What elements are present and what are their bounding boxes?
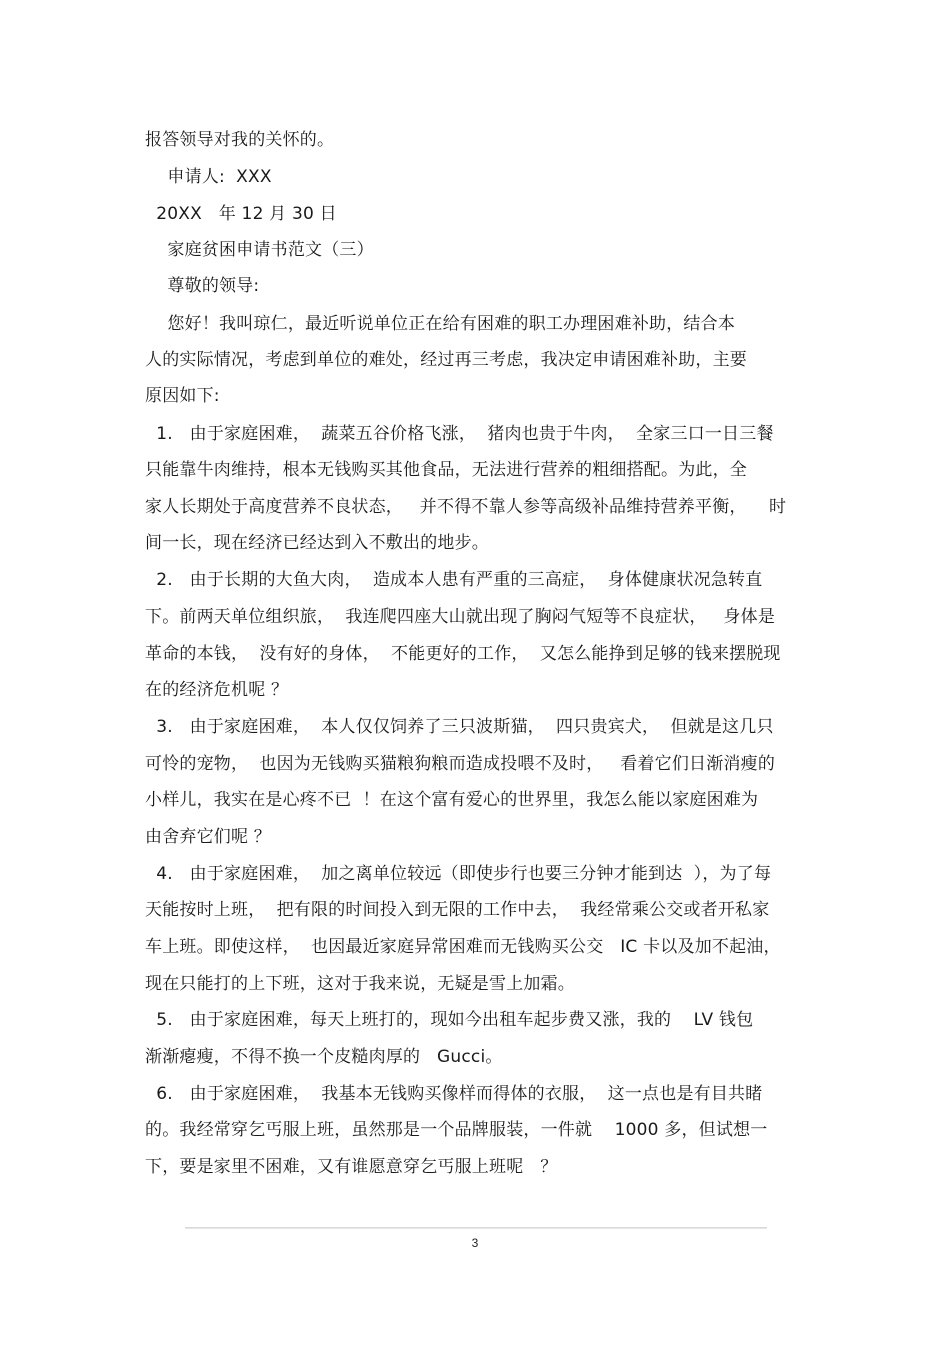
- text-line-22: 天能按时上班， 把有限的时间投入到无限的工作中去， 我经常乘公交或者开私家: [145, 900, 770, 920]
- text-line-18: 可怜的宠物， 也因为无钱购买猫粮狗粮而造成投喂不及时， 看着它们日渐消瘦的: [145, 754, 776, 774]
- text-line-16: 在的经济危机呢 ？: [145, 680, 289, 700]
- text-line-6: 您好！我叫琼仁，最近听说单位正在给有困难的职工办理困难补助，结合本: [145, 314, 736, 334]
- footer-divider: [185, 1227, 767, 1229]
- text-line-4: 家庭贫困申请书范文（三）: [145, 240, 374, 260]
- page-number: 3: [471, 1236, 479, 1250]
- text-line-27: 6. 由于家庭困难， 我基本无钱购买像样而得体的衣服， 这一点也是有目共睹: [145, 1084, 763, 1104]
- text-line-28: 的。我经常穿乞丐服上班，虽然那是一个品牌服装，一件就 1000 多，但试想一: [145, 1120, 768, 1140]
- text-line-7: 人的实际情况，考虑到单位的难处，经过再三考虑，我决定申请困难补助，主要: [145, 350, 747, 370]
- text-line-20: 由舍弃它们呢 ？: [145, 827, 272, 847]
- text-line-12: 间一长，现在经济已经达到入不敷出的地步。: [145, 533, 489, 553]
- text-line-2: 申请人: XXX: [145, 167, 272, 187]
- text-line-13: 2. 由于长期的大鱼大肉， 造成本人患有严重的三高症， 身体健康状况急转直: [145, 570, 763, 590]
- text-line-25: 5. 由于家庭困难，每天上班打的，现如今出租车起步费又涨，我的 LV 钱包: [145, 1010, 754, 1030]
- text-line-26: 渐渐瘪瘦，不得不换一个皮糙肉厚的 Gucci。: [145, 1047, 503, 1067]
- text-line-23: 车上班。即使这样， 也因最近家庭异常困难而无钱购买公交 IC 卡以及加不起油，: [145, 937, 781, 957]
- text-line-21: 4. 由于家庭困难， 加之离单位较远（即使步行也要三分钟才能到达 ），为了每: [145, 864, 772, 884]
- text-line-9: 1. 由于家庭困难， 蔬菜五谷价格飞涨， 猪肉也贵于牛肉， 全家三口一日三餐: [145, 424, 774, 444]
- text-line-17: 3. 由于家庭困难， 本人仅仅饲养了三只波斯猫， 四只贵宾犬， 但就是这几只: [145, 717, 774, 737]
- text-line-5: 尊敬的领导:: [145, 276, 260, 296]
- text-line-11: 家人长期处于高度营养不良状态， 并不得不靠人参等高级补品维持营养平衡， 时: [145, 497, 787, 517]
- text-line-8: 原因如下:: [145, 386, 220, 406]
- text-line-14: 下。前两天单位组织旅， 我连爬四座大山就出现了胸闷气短等不良症状， 身体是: [145, 607, 776, 627]
- text-line-15: 革命的本钱， 没有好的身体， 不能更好的工作， 又怎么能挣到足够的钱来摆脱现: [145, 644, 781, 664]
- text-line-29: 下，要是家里不困难，又有谁愿意穿乞丐服上班呢 ？: [145, 1157, 558, 1177]
- text-line-24: 现在只能打的上下班，这对于我来说，无疑是雪上加霜。: [145, 974, 575, 994]
- text-line-10: 只能靠牛肉维持，根本无钱购买其他食品，无法进行营养的粗细搭配。为此，全: [145, 460, 747, 480]
- text-line-3: 20XX 年 12 月 30 日: [145, 204, 337, 224]
- text-line-1: 报答领导对我的关怀的。: [145, 130, 335, 150]
- text-line-19: 小样儿，我实在是心疼不已 ！在这个富有爱心的世界里，我怎么能以家庭困难为: [145, 790, 759, 810]
